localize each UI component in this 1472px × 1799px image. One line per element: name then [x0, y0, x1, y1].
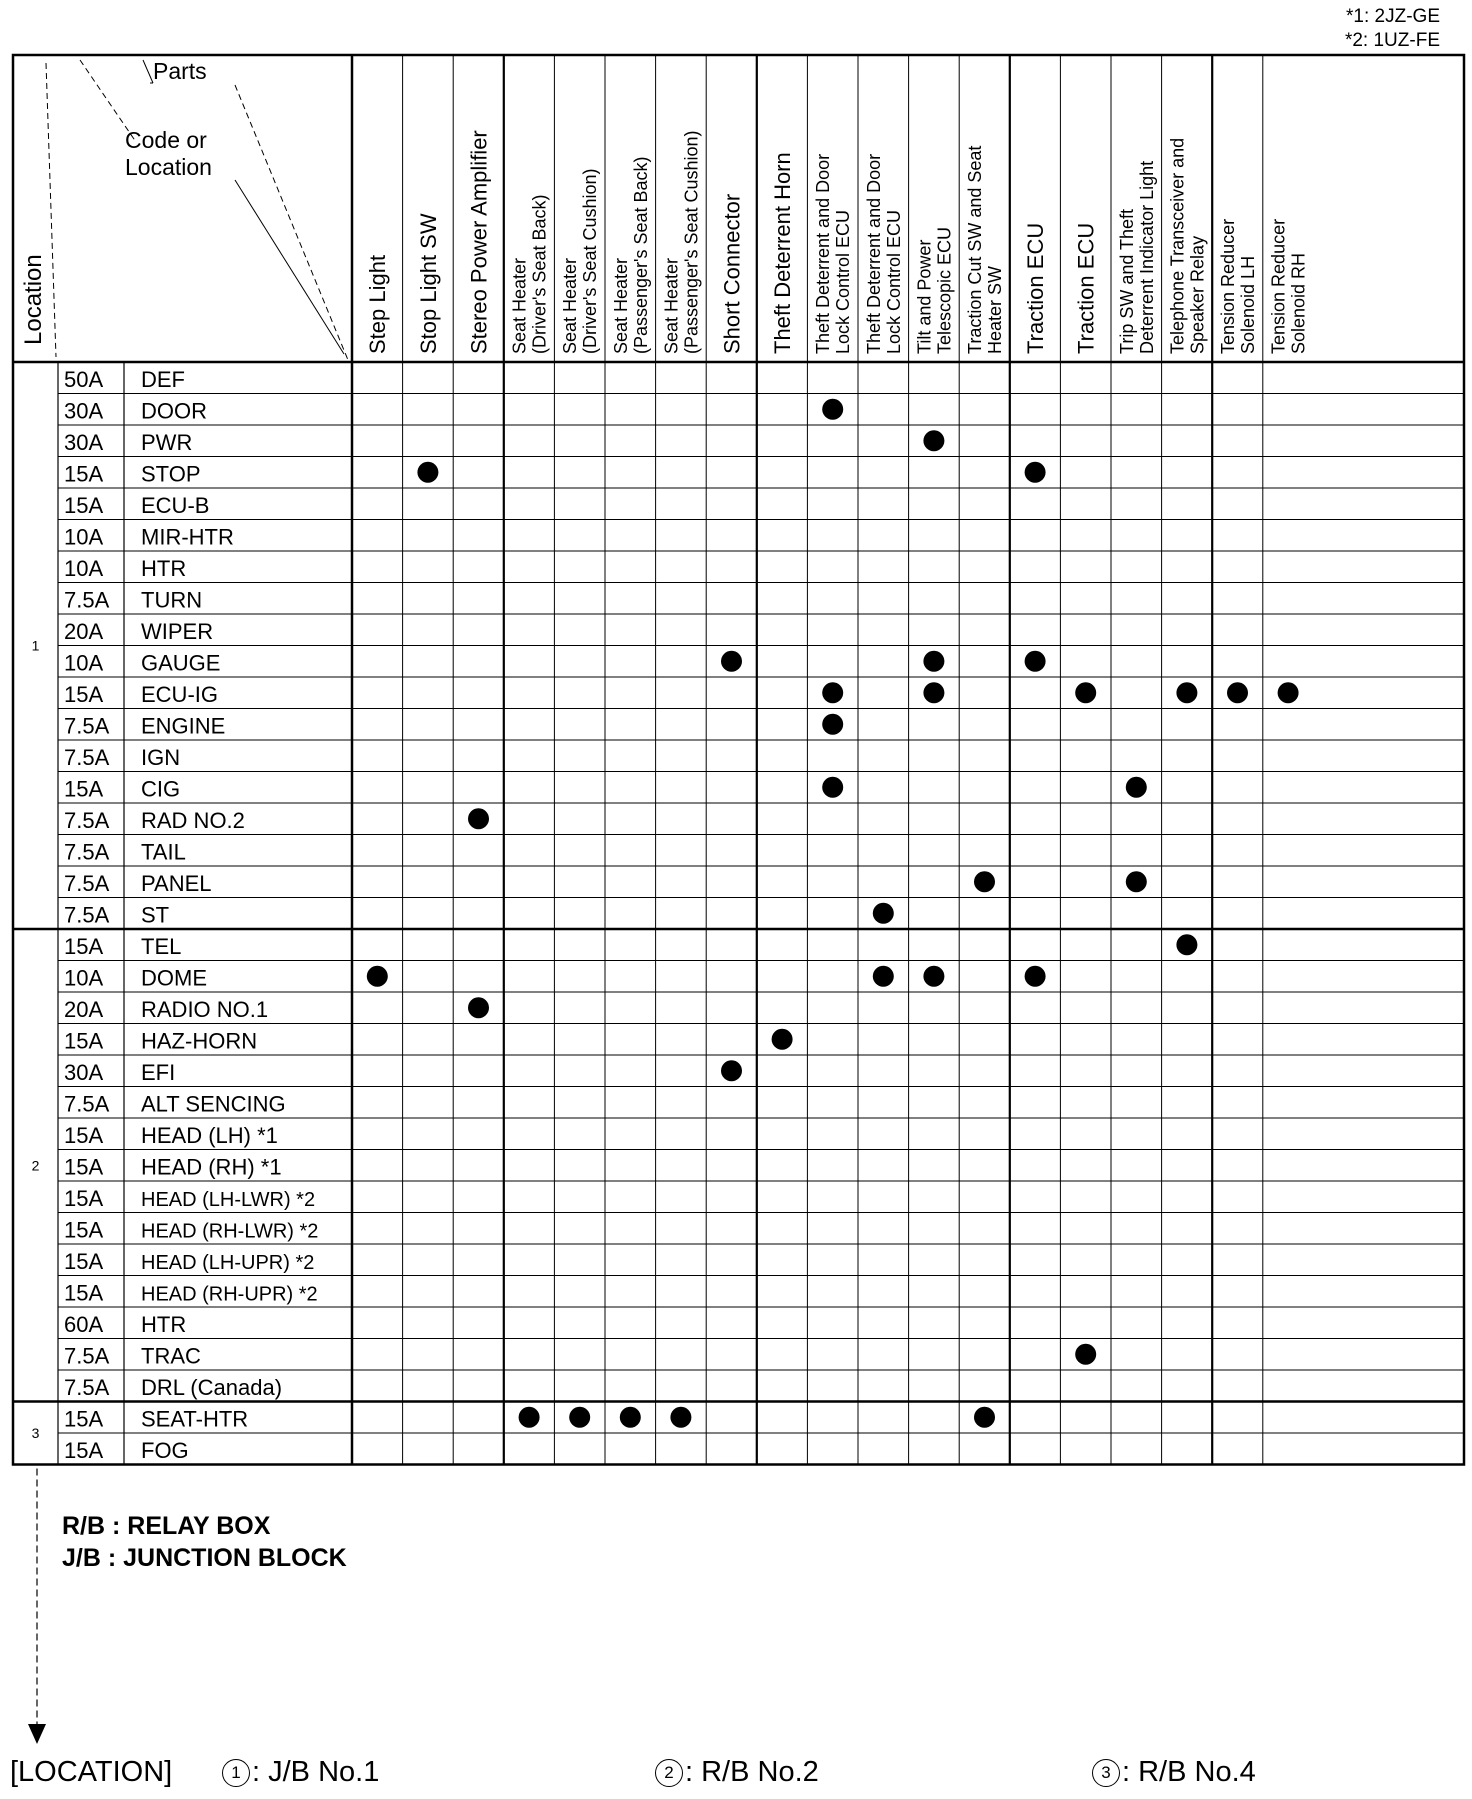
corner-diagonal-3	[143, 60, 153, 83]
fuse-code: ECU-B	[141, 492, 210, 518]
connection-dot	[923, 682, 944, 703]
fuse-amp: 7.5A	[64, 1374, 110, 1400]
corner-diagonal-1	[46, 63, 56, 357]
fuse-code: ALT SENCING	[141, 1091, 286, 1117]
fuse-amp: 15A	[64, 461, 104, 487]
fuse-amp: 15A	[64, 1154, 104, 1180]
part-header: (Passenger's Seat Back)	[630, 156, 651, 354]
fuse-code: GAUGE	[141, 650, 221, 676]
part-header: Theft Deterrent Horn	[770, 152, 795, 354]
connection-dot	[1075, 1344, 1096, 1365]
part-header: Traction Cut SW and Seat	[965, 145, 985, 354]
part-header: (Driver's Seat Back)	[529, 194, 550, 354]
fuse-code: RAD NO.2	[141, 807, 245, 833]
connection-dot	[569, 1407, 590, 1428]
fuse-amp: 7.5A	[64, 807, 110, 833]
part-header: Traction ECU	[1023, 222, 1048, 354]
connection-dot	[519, 1407, 540, 1428]
part-header: Lock Control ECU	[883, 209, 904, 354]
fuse-amp: 7.5A	[64, 839, 110, 865]
part-header: Seat Heater	[610, 257, 631, 354]
fuse-code: WIPER	[141, 618, 214, 644]
engine-note-1: *1: 2JZ-GE	[1346, 6, 1440, 27]
fuse-amp: 15A	[64, 1217, 104, 1243]
connection-dot	[974, 1407, 995, 1428]
fuse-amp: 15A	[64, 1028, 104, 1054]
fuse-amp: 15A	[64, 681, 104, 707]
part-header: (Passenger's Seat Cushion)	[681, 130, 702, 354]
part-header: Short Connector	[719, 193, 745, 354]
corner-diagonal-5	[235, 180, 344, 354]
fuse-amp: 10A	[64, 650, 104, 676]
connection-dot	[822, 682, 843, 703]
connection-dot	[1278, 682, 1299, 703]
connection-dot	[1126, 777, 1147, 798]
fuse-amp: 7.5A	[64, 1343, 110, 1369]
part-header: Lock Control ECU	[833, 209, 854, 354]
part-header: Step Light	[365, 254, 391, 354]
location-legend	[10, 1756, 1450, 1792]
part-header: Tension Reducer	[1268, 218, 1289, 354]
location-number: 1	[31, 637, 40, 654]
part-header: Solenoid RH	[1288, 252, 1309, 354]
part-header: Traction ECU	[1073, 222, 1099, 354]
fuse-code: ST	[141, 902, 170, 928]
fuse-code: TRAC	[141, 1343, 201, 1369]
part-header: Tension Reducer	[1218, 218, 1238, 354]
fuse-code: MIR-HTR	[141, 524, 234, 550]
fuse-amp: 7.5A	[64, 744, 110, 770]
part-header: Speaker Relay	[1187, 235, 1208, 354]
location-2-text: : R/B No.2	[685, 1756, 819, 1788]
location-3-text: : R/B No.4	[1122, 1756, 1256, 1788]
connection-dot	[1176, 682, 1197, 703]
location-number: 2	[31, 1157, 40, 1174]
connection-dot	[468, 997, 489, 1018]
connection-dot	[923, 651, 944, 672]
connection-dot	[1227, 682, 1248, 703]
corner-diagonal-4	[235, 85, 348, 360]
location-number: 3	[31, 1425, 40, 1441]
code-corner-label-1: Code or	[125, 127, 207, 153]
location-legend-1	[222, 1756, 379, 1789]
fuse-amp: 15A	[64, 776, 104, 802]
table-header	[20, 58, 212, 345]
fuse-code: HTR	[141, 1311, 187, 1337]
fuse-amp: 20A	[64, 996, 104, 1022]
fuse-amp: 10A	[64, 524, 104, 550]
fuse-amp: 7.5A	[64, 587, 110, 613]
fuse-amp: 7.5A	[64, 870, 110, 896]
fuse-code: IGN	[141, 744, 181, 770]
circled-number-1: 1	[222, 1759, 250, 1787]
fuse-amp: 15A	[64, 1406, 104, 1432]
fuse-code: RADIO NO.1	[141, 996, 269, 1022]
fuse-code: CIG	[141, 776, 181, 802]
location-legend-title: [LOCATION]	[10, 1756, 173, 1788]
connection-dot	[822, 399, 843, 420]
fuse-amp: 7.5A	[64, 713, 110, 739]
connection-dot	[873, 966, 894, 987]
fuse-amp: 30A	[64, 1059, 104, 1085]
fuse-code: HEAD (RH-LWR) *2	[141, 1220, 319, 1243]
connection-dot	[1025, 462, 1046, 483]
part-header: Seat Heater	[661, 257, 682, 354]
connection-dot	[772, 1029, 793, 1050]
legend-relay-box: R/B : RELAY BOX	[62, 1512, 271, 1540]
connection-dot	[822, 777, 843, 798]
part-header: Telephone Transceiver and	[1167, 137, 1188, 354]
fuse-code: TEL	[141, 933, 182, 959]
connection-dot	[1176, 934, 1197, 955]
fuse-code: DOOR	[141, 398, 207, 424]
connection-dot	[721, 651, 742, 672]
location-legend-3	[1092, 1756, 1256, 1789]
fuse-amp: 15A	[64, 1248, 104, 1274]
location-1-text: : J/B No.1	[252, 1756, 380, 1788]
connection-dot	[670, 1407, 691, 1428]
fuse-amp: 15A	[64, 492, 104, 518]
part-header: Telescopic ECU	[934, 226, 955, 354]
part-header: Deterrent Indicator Light	[1136, 160, 1157, 354]
code-corner-label-2: Location	[125, 154, 212, 180]
fuse-code: DRL (Canada)	[141, 1374, 283, 1400]
fuse-amp: 30A	[64, 429, 104, 455]
fuse-code: HAZ-HORN	[141, 1028, 258, 1054]
circled-number-3: 3	[1092, 1759, 1120, 1787]
parts-corner-label: Parts	[153, 58, 207, 84]
connection-dot	[468, 808, 489, 829]
fuse-code: FOG	[141, 1437, 189, 1463]
fuse-code: SEAT-HTR	[141, 1406, 249, 1432]
connection-dot	[923, 966, 944, 987]
fuse-code: STOP	[141, 461, 201, 487]
fuse-code: TURN	[141, 587, 203, 613]
fuse-code: HEAD (LH-LWR) *2	[141, 1188, 316, 1211]
fuse-code: HEAD (LH-UPR) *2	[141, 1251, 315, 1274]
part-header: Theft Deterrent and Door	[863, 153, 884, 354]
fuse-rows	[32, 367, 319, 1463]
fuse-code: TAIL	[141, 839, 186, 865]
location-legend-2	[655, 1756, 819, 1789]
part-header: (Driver's Seat Cushion)	[580, 168, 601, 354]
connection-dot	[721, 1060, 742, 1081]
fuse-amp: 7.5A	[64, 902, 110, 928]
fuse-code: HEAD (LH) *1	[141, 1122, 278, 1148]
legend-junction-block: J/B : JUNCTION BLOCK	[62, 1544, 347, 1572]
engine-note-2: *2: 1UZ-FE	[1344, 30, 1440, 51]
connection-dots	[367, 399, 1299, 1428]
part-header: Tilt and Power	[914, 239, 935, 354]
fuse-amp: 10A	[64, 965, 104, 991]
fuse-amp: 10A	[64, 555, 104, 581]
connection-dot	[923, 430, 944, 451]
part-header: Stereo Power Amplifier	[466, 130, 492, 354]
part-header: Trip SW and Theft	[1116, 208, 1137, 354]
fuse-amp: 60A	[64, 1311, 104, 1337]
fuse-code: ECU-IG	[141, 681, 218, 707]
fuse-amp: 15A	[64, 933, 104, 959]
part-header: Heater SW	[985, 265, 1005, 354]
part-column-headers	[365, 130, 1308, 354]
fuse-code: DEF	[141, 366, 185, 392]
fuse-code: HTR	[141, 555, 187, 581]
connection-dot	[1126, 871, 1147, 892]
connection-dot	[417, 462, 438, 483]
part-header: Solenoid LH	[1238, 255, 1258, 354]
connection-dot	[822, 714, 843, 735]
part-header: Seat Heater	[509, 257, 530, 354]
connection-dot	[1075, 682, 1096, 703]
fuse-code: PANEL	[141, 870, 212, 896]
fuse-amp: 50A	[64, 366, 104, 392]
part-header: Stop Light SW	[415, 213, 441, 354]
fuse-code: DOME	[141, 965, 207, 991]
fuse-amp: 15A	[64, 1122, 104, 1148]
connection-dot	[974, 871, 995, 892]
part-header: Seat Heater	[560, 257, 581, 354]
connection-dot	[367, 966, 388, 987]
fuse-amp: 15A	[64, 1185, 104, 1211]
location-arrow-head	[28, 1724, 46, 1744]
fuse-amp: 15A	[64, 1280, 104, 1306]
connection-dot	[873, 903, 894, 924]
fuse-amp: 15A	[64, 1437, 104, 1463]
fuse-amp: 7.5A	[64, 1091, 110, 1117]
fuse-code: HEAD (RH-UPR) *2	[141, 1283, 318, 1306]
circled-number-2: 2	[655, 1759, 683, 1787]
fuse-code: EFI	[141, 1059, 176, 1085]
connection-dot	[620, 1407, 641, 1428]
fuse-amp: 20A	[64, 618, 104, 644]
fuse-amp: 30A	[64, 398, 104, 424]
fuse-code: PWR	[141, 429, 193, 455]
part-header: Theft Deterrent and Door	[813, 153, 834, 354]
fuse-code: ENGINE	[141, 713, 226, 739]
fuse-code: HEAD (RH) *1	[141, 1154, 282, 1180]
location-column-label: Location	[20, 254, 47, 345]
connection-dot	[1025, 651, 1046, 672]
connection-dot	[1025, 966, 1046, 987]
